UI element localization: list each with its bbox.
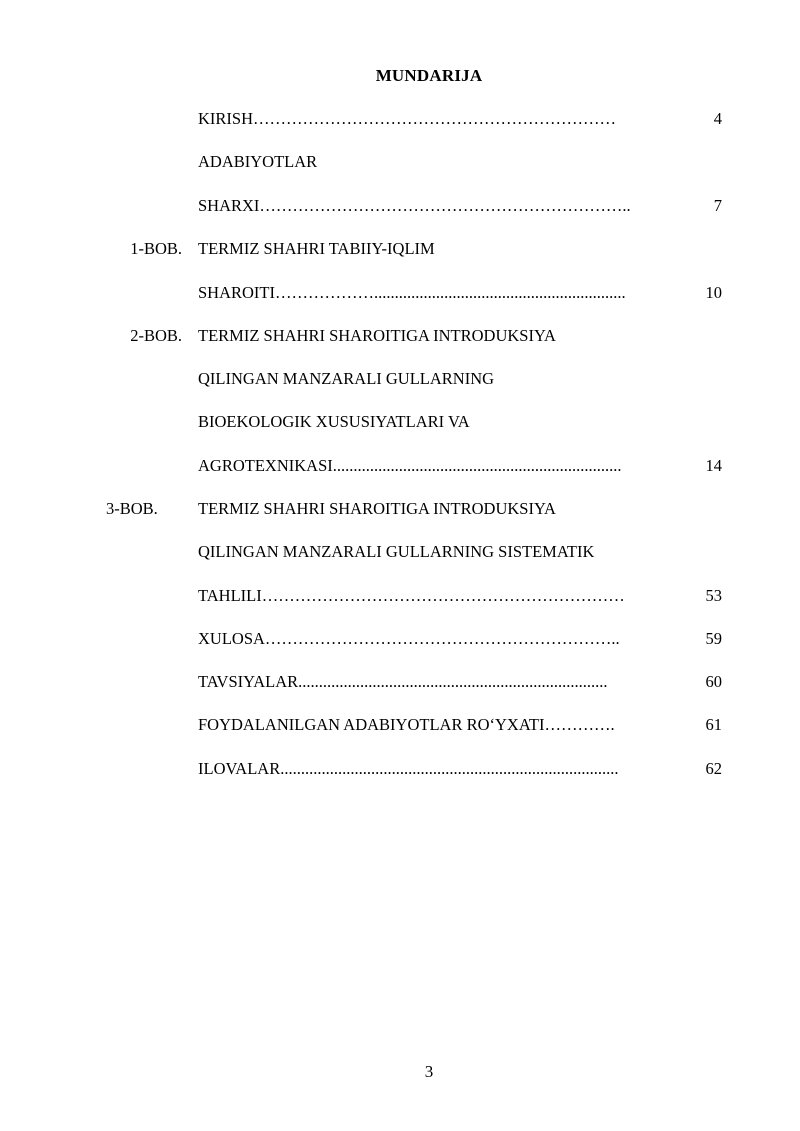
- toc-entry-ilovalar: [0, 758, 800, 780]
- toc-chapter-label: 1-BOB.: [130, 239, 182, 258]
- toc-entry-tahlili: [0, 585, 800, 607]
- toc-entry-text: SHAROITI……………….............................................................: [198, 283, 626, 302]
- toc-entry-continuation: [0, 411, 800, 433]
- toc-entry-page: 14: [705, 456, 722, 475]
- page-number: 3: [424, 1062, 434, 1081]
- toc-entry-text: KIRISH…………………………………………………………: [198, 109, 617, 128]
- toc-entry-page: 4: [713, 109, 722, 128]
- toc-entry-page: 61: [705, 715, 722, 734]
- toc-entry-text: QILINGAN MANZARALI GULLARNING: [198, 369, 495, 388]
- toc-entry-continuation: [0, 368, 800, 390]
- toc-entry-text: ILOVALAR..................................................................................: [198, 759, 619, 778]
- toc-entry-text: SHARXI…………………………………………………………..: [198, 196, 631, 215]
- toc-entry-continuation: [0, 541, 800, 563]
- toc-entry-text: TERMIZ SHAHRI TABIIY-IQLIM: [198, 239, 435, 258]
- toc-entry-xulosa: [0, 628, 800, 650]
- toc-entry-chapter-1: [0, 238, 800, 260]
- toc-entry-text: TAVSIYALAR...........................................................................: [198, 672, 608, 691]
- toc-chapter-label: 2-BOB.: [130, 326, 182, 345]
- toc-chapter-label: 3-BOB.: [106, 499, 158, 518]
- toc-entry-text: XULOSA………………………………………………………..: [198, 629, 620, 648]
- toc-entry-page: 59: [705, 629, 722, 648]
- toc-entry-page: 62: [705, 759, 722, 778]
- toc-entry-text: AGROTEXNIKASI......................................................................: [198, 456, 622, 475]
- toc-entry-text: QILINGAN MANZARALI GULLARNING SISTEMATIK: [198, 542, 595, 561]
- toc-entry-text: FOYDALANILGAN ADABIYOTLAR RO‘YXATI………….: [198, 715, 615, 734]
- toc-entry-adabiyotlar: [0, 151, 800, 173]
- toc-entry-foydalanilgan: [0, 714, 800, 736]
- toc-entry-page: 7: [713, 196, 722, 215]
- toc-entry-chapter-2: [0, 325, 800, 347]
- toc-entry-sharxi: [0, 195, 800, 217]
- toc-entry-text: ADABIYOTLAR: [198, 152, 318, 171]
- toc-entry-text: TAHLILI…………………………………………………………: [198, 586, 625, 605]
- toc-entry-kirish: [0, 108, 800, 130]
- toc-entry-chapter-3: [0, 498, 800, 520]
- toc-entry-text: BIOEKOLOGIK XUSUSIYATLARI VA: [198, 412, 470, 431]
- toc-entry-sharoiti: [0, 282, 800, 304]
- toc-entry-text: TERMIZ SHAHRI SHAROITIGA INTRODUKSIYA: [198, 499, 556, 518]
- toc-entry-text: TERMIZ SHAHRI SHAROITIGA INTRODUKSIYA: [198, 326, 556, 345]
- toc-entry-page: 60: [705, 672, 722, 691]
- page-title: MUNDARIJA: [375, 66, 483, 85]
- toc-entry-tavsiyalar: [0, 671, 800, 693]
- toc-entry-page: 10: [705, 283, 722, 302]
- toc-entry-agrotexnikasi: [0, 455, 800, 477]
- toc-entry-page: 53: [705, 586, 722, 605]
